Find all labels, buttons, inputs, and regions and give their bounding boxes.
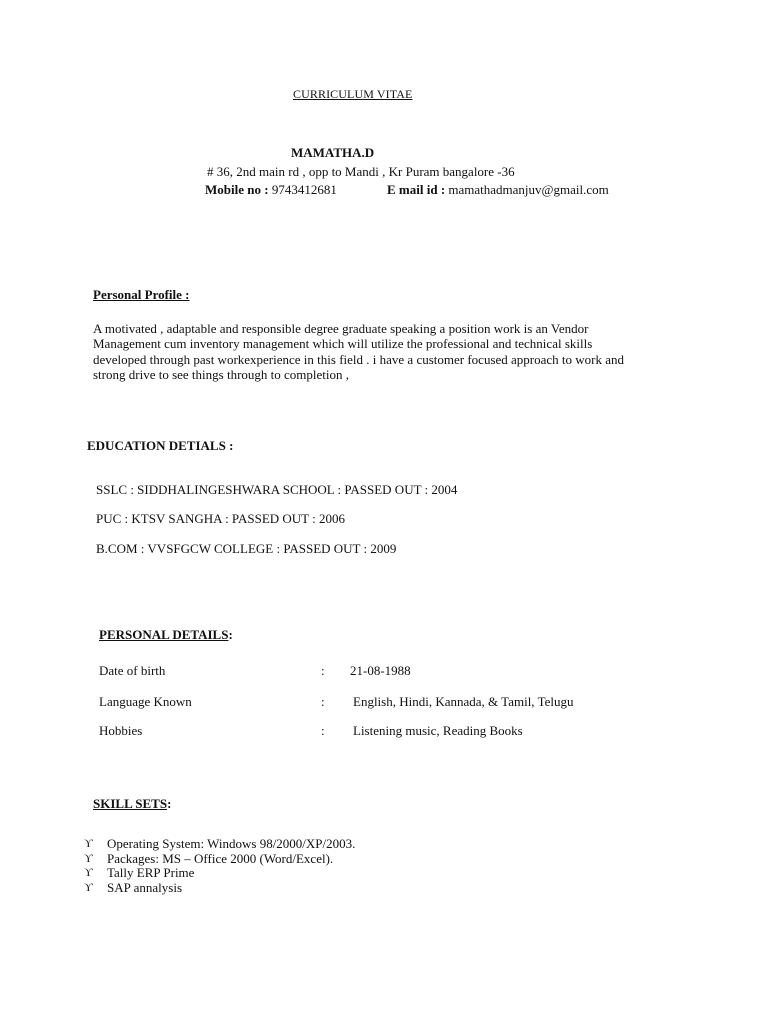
skill-item: SAP annalysis — [107, 880, 182, 895]
education-item: PUC : KTSV SANGHA : PASSED OUT : 2006 — [96, 511, 345, 526]
profile-heading: Personal Profile : — [93, 287, 190, 302]
address-line: # 36, 2nd main rd , opp to Mandi , Kr Puram bangalore -36 — [207, 164, 515, 179]
email-block — [387, 182, 609, 198]
detail-value-hobbies: Listening music, Reading Books — [353, 723, 523, 738]
candidate-name: MAMATHA.D — [291, 145, 375, 160]
bullet-icon: ϒ — [84, 880, 93, 894]
document-title: CURRICULUM VITAE — [293, 87, 413, 101]
email-value: mamathadmanjuv@gmail.com — [445, 182, 609, 197]
detail-colon: : — [321, 694, 325, 709]
detail-value-dob: 21-08-1988 — [350, 663, 411, 678]
skill-item: Operating System: Windows 98/2000/XP/2003. — [107, 836, 356, 851]
education-heading: EDUCATION DETIALS : — [87, 438, 234, 453]
skill-item: Packages: MS – Office 2000 (Word/Excel). — [107, 851, 334, 866]
bullet-icon: ϒ — [84, 836, 93, 850]
profile-line: strong drive to see things through to completion , — [93, 366, 349, 382]
mobile-label: Mobile no : — [205, 182, 269, 197]
profile-paragraph — [93, 321, 673, 382]
personal-details-heading-text: PERSONAL DETAILS — [99, 627, 229, 642]
bullet-icon: ϒ — [84, 851, 93, 865]
education-item: SSLC : SIDDHALINGESHWARA SCHOOL : PASSED OUT : 2004 — [96, 482, 458, 497]
profile-line: developed through past workexperience in this field . i have a customer focused approach to work and — [93, 351, 625, 367]
skills-heading-suffix: : — [167, 796, 172, 811]
detail-value-language: English, Hindi, Kannada, & Tamil, Telugu — [353, 694, 574, 709]
detail-colon: : — [321, 663, 325, 678]
detail-colon: : — [321, 723, 325, 738]
profile-line: A motivated , adaptable and responsible degree graduate speaking a position work is an Vendor — [93, 321, 589, 336]
detail-label-language: Language Known — [99, 694, 192, 709]
personal-details-heading-suffix: : — [228, 627, 233, 642]
detail-label-dob: Date of birth — [99, 663, 166, 678]
skills-heading-text: SKILL SETS — [93, 796, 168, 811]
personal-details-heading — [99, 627, 233, 643]
education-item: B.COM : VVSFGCW COLLEGE : PASSED OUT : 2009 — [96, 541, 397, 556]
contact-line — [205, 182, 609, 198]
bullet-icon: ϒ — [84, 865, 93, 879]
skills-heading — [93, 796, 171, 812]
profile-line: Management cum inventory management which will utilize the professional and technical skills — [93, 336, 593, 352]
mobile-value: 9743412681 — [268, 182, 337, 197]
detail-label-hobbies: Hobbies — [99, 723, 143, 738]
email-label: E mail id : — [387, 182, 446, 197]
skill-item: Tally ERP Prime — [107, 865, 195, 880]
